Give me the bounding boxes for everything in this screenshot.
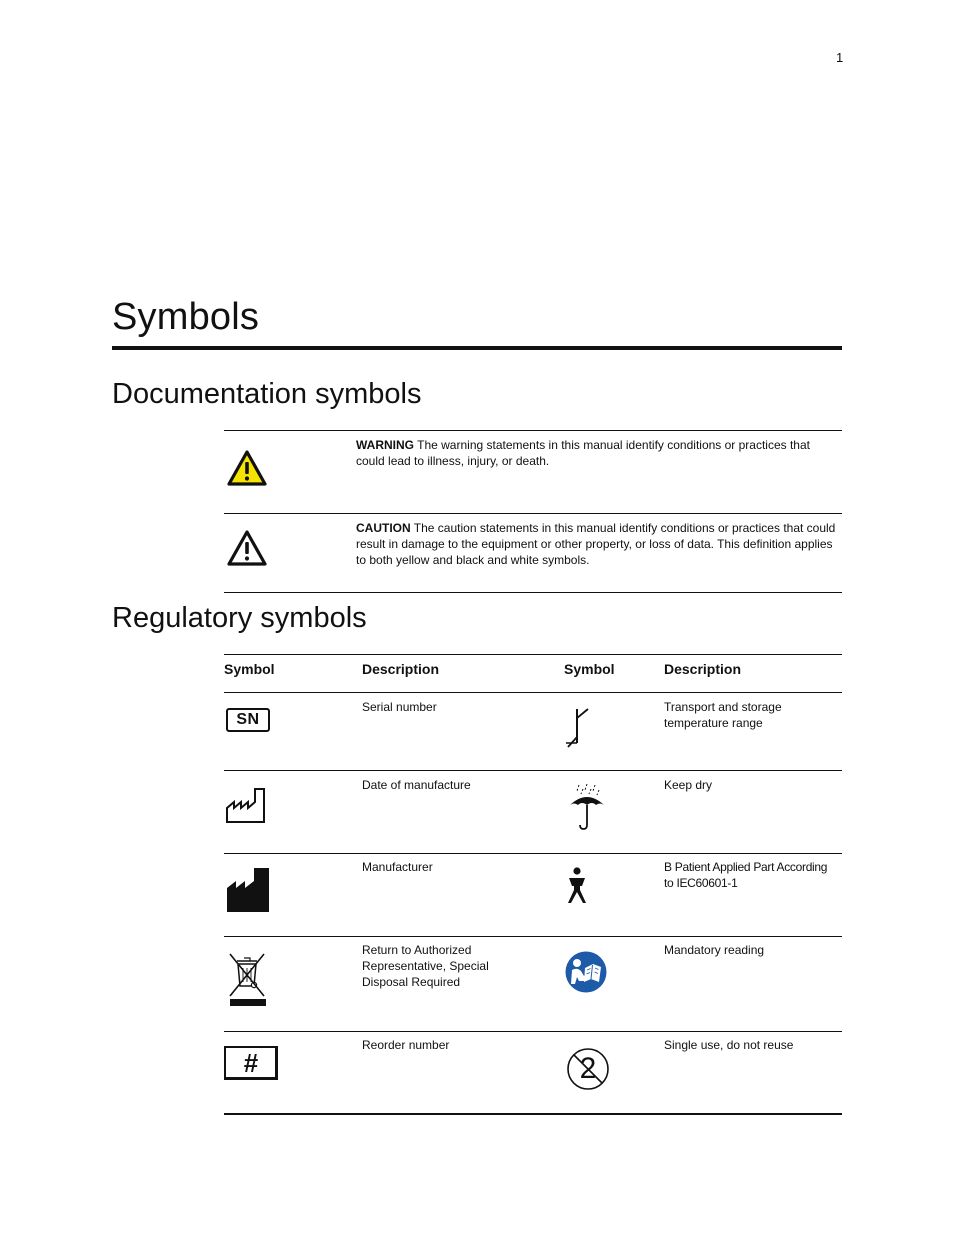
- divider: [224, 1031, 842, 1032]
- divider: [224, 770, 842, 771]
- table-bottom-rule: [224, 1113, 842, 1115]
- serial-number-icon: [226, 708, 270, 732]
- divider: [224, 853, 842, 854]
- warning-label: WARNING: [356, 438, 414, 452]
- page-number: 1: [836, 50, 844, 65]
- column-header-symbol: Symbol: [564, 661, 615, 677]
- mandatory-reading-icon: [565, 951, 607, 993]
- keep-dry-icon: [567, 783, 607, 831]
- weee-disposal-icon: [226, 952, 270, 1008]
- serial-number-icon-text: SN: [236, 711, 260, 728]
- documentation-heading: Documentation symbols: [112, 378, 422, 410]
- weee-disposal-description: Return to Authorized Representative, Special Disposal Required: [362, 943, 489, 989]
- manufacturer-icon: [226, 867, 270, 913]
- type-b-applied-part-description: B Patient Applied Part According to IEC60601-1: [664, 860, 828, 890]
- column-header-description: Description: [664, 661, 742, 677]
- caution-triangle-icon: [226, 529, 268, 567]
- temperature-range-icon: [564, 706, 592, 750]
- divider: [224, 654, 842, 655]
- page-title: Symbols: [112, 296, 260, 338]
- divider: [224, 936, 842, 937]
- reorder-number-icon: [224, 1046, 278, 1080]
- divider: [224, 513, 842, 514]
- divider: [224, 692, 842, 693]
- column-header-symbol: Symbol: [224, 661, 275, 677]
- type-b-applied-part-icon: [566, 867, 588, 905]
- divider: [224, 430, 842, 431]
- regulatory-heading: Regulatory symbols: [112, 602, 367, 634]
- keep-dry-description: Keep dry: [664, 778, 713, 792]
- serial-number-description: Serial number: [362, 700, 437, 714]
- reorder-number-description: Reorder number: [362, 1038, 450, 1052]
- warning-triangle-icon: [226, 449, 268, 487]
- caution-label: CAUTION: [356, 521, 411, 535]
- single-use-description: Single use, do not reuse: [664, 1038, 794, 1052]
- reorder-number-icon-text: #: [243, 1048, 259, 1078]
- single-use-icon: [566, 1047, 610, 1091]
- column-header-description: Description: [362, 661, 440, 677]
- single-use-icon-text: 2: [579, 1052, 597, 1085]
- mandatory-reading-description: Mandatory reading: [664, 943, 765, 957]
- title-rule: [112, 346, 842, 350]
- caution-text: The caution statements in this manual identify conditions or practices that could result in damage to the equipment or other property, or loss of data. This definition applies to both yellow and black and white symbols.: [356, 521, 836, 567]
- date-of-manufacture-description: Date of manufacture: [362, 778, 471, 792]
- warning-text: The warning statements in this manual identify conditions or practices that could lead to illness, injury, or death.: [356, 438, 810, 468]
- caution-description: [356, 520, 836, 568]
- warning-description: [356, 437, 836, 469]
- manufacturer-description: Manufacturer: [362, 860, 433, 874]
- date-of-manufacture-icon: [225, 786, 267, 824]
- divider: [224, 592, 842, 593]
- temperature-range-description: Transport and storage temperature range: [664, 700, 782, 730]
